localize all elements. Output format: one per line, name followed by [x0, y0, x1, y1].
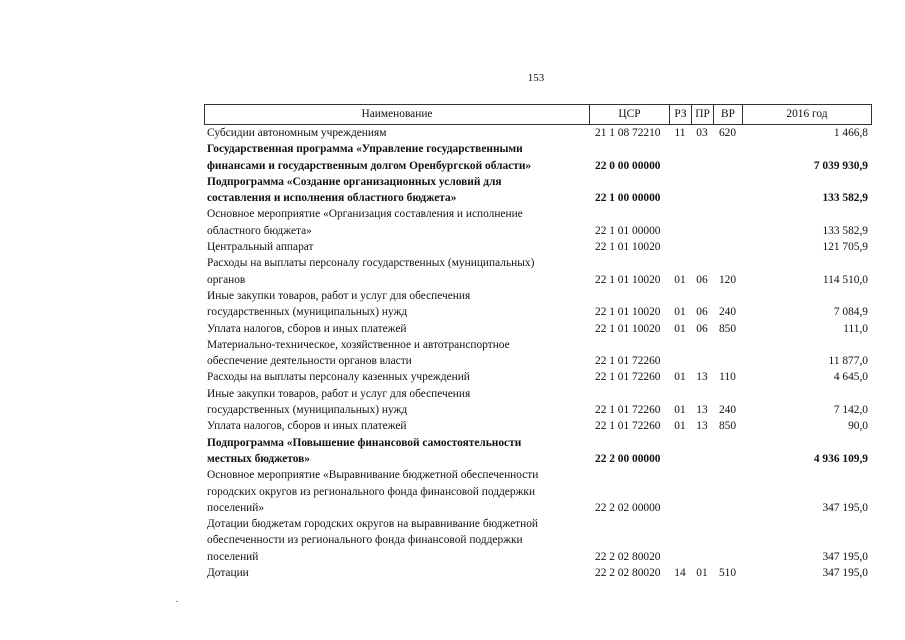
row-amount: 114 510,0: [822, 273, 868, 286]
row-amount: 4 936 109,9: [813, 452, 868, 465]
row-rz: 01: [674, 306, 686, 319]
scan-mark: [176, 601, 178, 602]
table-row: [204, 141, 872, 174]
row-csr: 22 2 02 80020: [595, 550, 661, 563]
row-amount: 4 645,0: [833, 371, 868, 384]
header-year: 2016 год: [786, 108, 828, 120]
row-vr: 510: [718, 567, 737, 580]
row-amount: 11 877,0: [828, 355, 868, 368]
table-row: [204, 255, 872, 288]
row-amount: 90,0: [848, 420, 868, 433]
header-pr: ПР: [692, 105, 714, 124]
row-amount: 7 084,9: [833, 306, 868, 319]
row-rz: 01: [674, 273, 686, 286]
row-name: Дотации бюджетам городских округов на выравнивание бюджетной обеспеченности из регионального фонда финансовой поддержки поселений: [207, 518, 538, 563]
row-name: Основное мероприятие «Организация составления и исполнение областного бюджета»: [207, 208, 523, 237]
row-csr: 21 1 08 72210: [595, 127, 661, 139]
row-pr: 06: [696, 306, 708, 319]
row-pr: 06: [696, 273, 708, 286]
row-vr: 240: [718, 306, 737, 319]
row-vr: 240: [718, 404, 737, 417]
row-rz: 01: [674, 371, 686, 384]
table-row: [204, 565, 872, 581]
table-row: [204, 239, 872, 255]
row-name: Расходы на выплаты персоналу казенных учреждений: [207, 371, 470, 384]
table-row: [204, 125, 872, 141]
row-name: Уплата налогов, сборов и иных платежей: [207, 420, 407, 433]
row-pr: 13: [696, 420, 708, 433]
row-amount: 121 705,9: [822, 241, 868, 254]
row-vr: 850: [718, 322, 737, 335]
row-name: Подпрограмма «Повышение финансовой самостоятельности местных бюджетов»: [207, 436, 522, 465]
row-pr: 01: [696, 567, 708, 580]
row-pr: 13: [696, 371, 708, 384]
row-pr: 06: [696, 322, 708, 335]
row-csr: 22 1 01 00000: [595, 224, 661, 237]
row-name: Иные закупки товаров, работ и услуг для обеспечения государственных (муниципальных) нужд: [207, 289, 471, 319]
header-name: Наименование: [205, 105, 590, 124]
row-amount: 347 195,0: [822, 567, 868, 580]
row-csr: 22 1 01 72260: [595, 371, 661, 384]
row-name: Иные закупки товаров, работ и услуг для обеспечения государственных (муниципальных) нужд: [207, 387, 471, 417]
table-row: [204, 321, 872, 337]
row-amount: 111,0: [843, 322, 868, 335]
table-row: [204, 418, 872, 434]
row-csr: 22 1 01 10020: [595, 306, 661, 319]
row-vr: 110: [719, 371, 736, 384]
row-amount: 347 195,0: [822, 501, 868, 514]
header-rz: РЗ: [670, 105, 692, 124]
row-amount: 133 582,9: [822, 192, 868, 205]
row-csr: 22 0 00 00000: [595, 159, 661, 172]
table-header: [204, 104, 872, 125]
row-name: Дотации: [207, 567, 249, 580]
row-amount: 7 142,0: [833, 404, 868, 417]
header-csr: ЦСР: [590, 105, 670, 124]
row-csr: 22 1 00 00000: [595, 192, 661, 205]
row-amount: 7 039 930,9: [813, 159, 868, 172]
table-body: [204, 125, 872, 581]
row-csr: 22 1 01 72260: [595, 355, 661, 368]
row-csr: 22 1 01 72260: [595, 420, 661, 433]
page-number: 153: [527, 72, 545, 84]
row-csr: 22 1 01 10020: [595, 241, 661, 254]
table-row: [204, 288, 872, 321]
row-pr: 13: [696, 404, 708, 417]
row-vr: 620: [718, 127, 737, 139]
table-row: [204, 174, 872, 207]
row-name: Субсидии автономным учреждениям: [207, 127, 387, 139]
row-vr: 850: [718, 420, 737, 433]
table-row: [204, 435, 872, 468]
row-name: Государственная программа «Управление государственными финансами и государственным долгом Оренбургской области»: [207, 143, 532, 172]
row-amount: 347 195,0: [822, 550, 868, 563]
row-rz: 01: [674, 322, 686, 335]
table-row: [204, 467, 872, 516]
row-rz: 11: [674, 127, 686, 139]
header-vr: ВР: [714, 105, 743, 124]
row-csr: 22 2 02 80020: [595, 567, 661, 580]
row-name: Центральный аппарат: [207, 241, 314, 254]
row-amount: 133 582,9: [822, 224, 868, 237]
row-pr: 03: [696, 127, 708, 139]
budget-table: [204, 104, 872, 581]
row-csr: 22 1 01 10020: [595, 273, 661, 286]
row-csr: 22 2 00 00000: [595, 452, 661, 465]
row-csr: 22 2 02 00000: [595, 501, 661, 514]
row-name: Материально-техническое, хозяйственное и автотранспортное обеспечение деятельности органов власти: [207, 338, 510, 368]
row-name: Расходы на выплаты персоналу государственных (муниципальных) органов: [207, 257, 535, 286]
table-row: [204, 386, 872, 419]
row-csr: 22 1 01 10020: [595, 322, 661, 335]
row-rz: 01: [674, 420, 686, 433]
table-row: [204, 206, 872, 239]
row-name: Основное мероприятие «Выравнивание бюджетной обеспеченности городских округов из регионального фонда финансовой поддержки поселений»: [207, 469, 539, 514]
row-amount: 1 466,8: [833, 127, 868, 139]
table-row: [204, 337, 872, 370]
row-vr: 120: [718, 273, 737, 286]
row-name: Уплата налогов, сборов и иных платежей: [207, 322, 407, 335]
row-name: Подпрограмма «Создание организационных условий для составления и исполнения областного бюджета»: [207, 175, 502, 205]
row-csr: 22 1 01 72260: [595, 404, 661, 417]
row-rz: 14: [674, 567, 686, 580]
row-rz: 01: [674, 404, 686, 417]
table-row: [204, 516, 872, 565]
table-row: [204, 369, 872, 385]
